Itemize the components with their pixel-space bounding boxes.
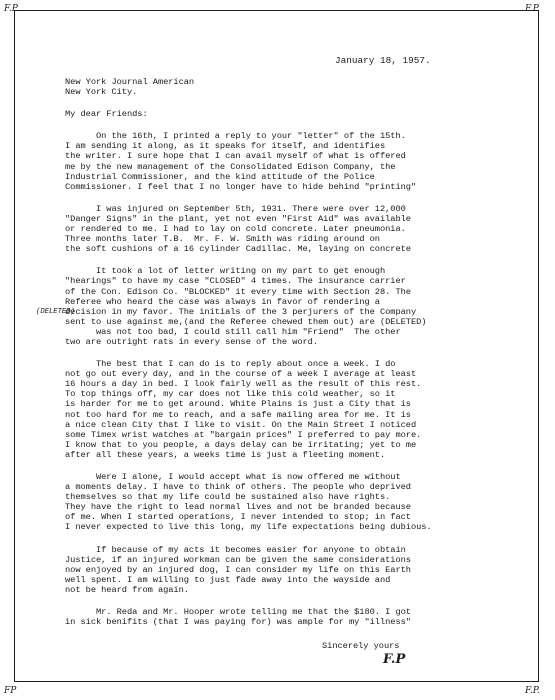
text-line: Commissioner. I feel that I no longer have to hide behind "printing" xyxy=(65,181,417,192)
letter-body xyxy=(65,50,535,651)
text-line: They have the right to lead normal lives and not be branded because xyxy=(65,502,411,513)
text-line: I know that to you people, a days delay can be irritating; yet to me xyxy=(65,439,417,450)
text-line: If because of my acts it becomes easier for anyone to obtain xyxy=(65,544,406,555)
text-line: me by the new management of the Consolidated Edison Company, the xyxy=(65,161,396,172)
letter-date: January 18, 1957. xyxy=(335,55,431,66)
paragraph-5 xyxy=(65,472,535,533)
text-line: not go out every day, and in the course of a week I average at least xyxy=(65,369,417,380)
text-line: the writer. I sure hope that I can avail myself of what is offered xyxy=(65,151,406,162)
text-line: "Danger Signs" in the plant, yet not even "First Aid" was available xyxy=(65,213,411,224)
paragraph-7 xyxy=(65,607,535,627)
text-line: "hearings" to have my case "CLOSED" 4 times. The insurance carrier xyxy=(65,276,406,287)
text-line: now enjoyed by an injured dog, I can consider my life on this Earth xyxy=(65,564,411,575)
text-line: after all these years, a weeks time is just a fleeting moment. xyxy=(65,449,386,460)
text-line: not too hard for me to reach, and a safe mailing area for me. It is xyxy=(65,409,411,420)
closing: Sincerely yours xyxy=(322,641,400,652)
corner-mark-bottom-left: FP xyxy=(4,686,17,696)
text-line: a moments delay. I have to think of others. The people who deprived xyxy=(65,482,411,493)
text-line: in sick benifits (that I was paying for) was ample for my "illness" xyxy=(65,617,411,628)
text-line: of the Con. Edison Co. "BLOCKED" it every time with Section 28. The xyxy=(65,286,411,297)
text-line: I am sending it along, as it speaks for itself, and identifies xyxy=(65,141,386,152)
paragraph-3 xyxy=(65,266,535,347)
text-line: 16 hours a day in bed. I look fairly well as the result of this rest. xyxy=(65,379,422,390)
text-line: Mr. Reda and Mr. Hooper wrote telling me that the $180. I got xyxy=(65,607,411,618)
paragraph-4 xyxy=(65,359,535,460)
text-line: I never expected to live this long, my life expectations being dubious. xyxy=(65,522,432,533)
paragraph-6 xyxy=(65,545,535,595)
text-line: The best that I can do is to reply about once a week. I do xyxy=(65,359,396,370)
signature: F.P xyxy=(383,652,406,667)
corner-mark-top-left: F.P. xyxy=(4,4,19,14)
recipient-line: New York City. xyxy=(65,87,138,98)
text-line: Were I alone, I would accept what is now offered me without xyxy=(65,472,401,482)
text-line: Three months later T.B. Mr. F. W. Smith was riding around on xyxy=(65,234,380,245)
text-line: a nice clean City that I like to visit. On the Main Street I noticed xyxy=(65,419,417,430)
text-line: is harder for me to get around. White Plains is just a City that is xyxy=(65,399,411,410)
text-line: themselves so that my life could be sustained also have rights. xyxy=(65,492,391,503)
text-line: was not too bad, I could still call him "Friend" The other xyxy=(65,326,401,337)
paragraph-2 xyxy=(65,204,535,254)
text-line: two are outright rats in every sense of the word. xyxy=(65,336,319,347)
recipient-address xyxy=(65,77,535,97)
text-line: To top things off, my car does not like this cold weather, so it xyxy=(65,389,396,400)
salutation: My dear Friends: xyxy=(65,109,148,120)
text-line: I was injured on September 5th, 1931. There were over 12,000 xyxy=(65,203,406,214)
text-line: well spent. I am willing to just fade away into the wayside and xyxy=(65,574,391,585)
text-line: or rendered to me. I had to lay on cold concrete. Later pneumonia. xyxy=(65,224,406,235)
corner-mark-top-right: F.P. xyxy=(525,4,540,14)
text-line: the soft cushions of a 16 cylinder Cadillac. Me, laying on concrete xyxy=(65,244,411,255)
text-line: of me. When I started operations, I never intended to stop; in fact xyxy=(65,512,411,523)
text-line: not be heard from again. xyxy=(65,584,189,595)
text-line: On the 16th, I printed a reply to your "letter" of the 15th. xyxy=(65,131,406,142)
text-line: sent to use against me,(and the Referee chewed them out) are (DELETED) xyxy=(65,316,427,327)
text-line: It took a lot of letter writing on my part to get enough xyxy=(65,266,386,277)
text-line: Industrial Commissioner, and the kind attitude of the Police xyxy=(65,171,375,182)
text-line: Referee who heard the case was always in favor of rendering a xyxy=(65,296,380,307)
paragraph-1 xyxy=(65,131,535,192)
corner-mark-bottom-right: F.P. xyxy=(525,686,540,696)
text-line: Justice, if an injured workman can be given the same considerations xyxy=(65,554,411,565)
recipient-line: New York Journal American xyxy=(65,77,195,87)
text-line: decision in my favor. The initials of the 3 perjurers of the Company xyxy=(65,306,417,317)
text-line: some Timex wrist watches at "bargain prices" I preferred to pay more. xyxy=(65,429,422,440)
deleted-margin-note: (DELETED) xyxy=(36,308,75,316)
